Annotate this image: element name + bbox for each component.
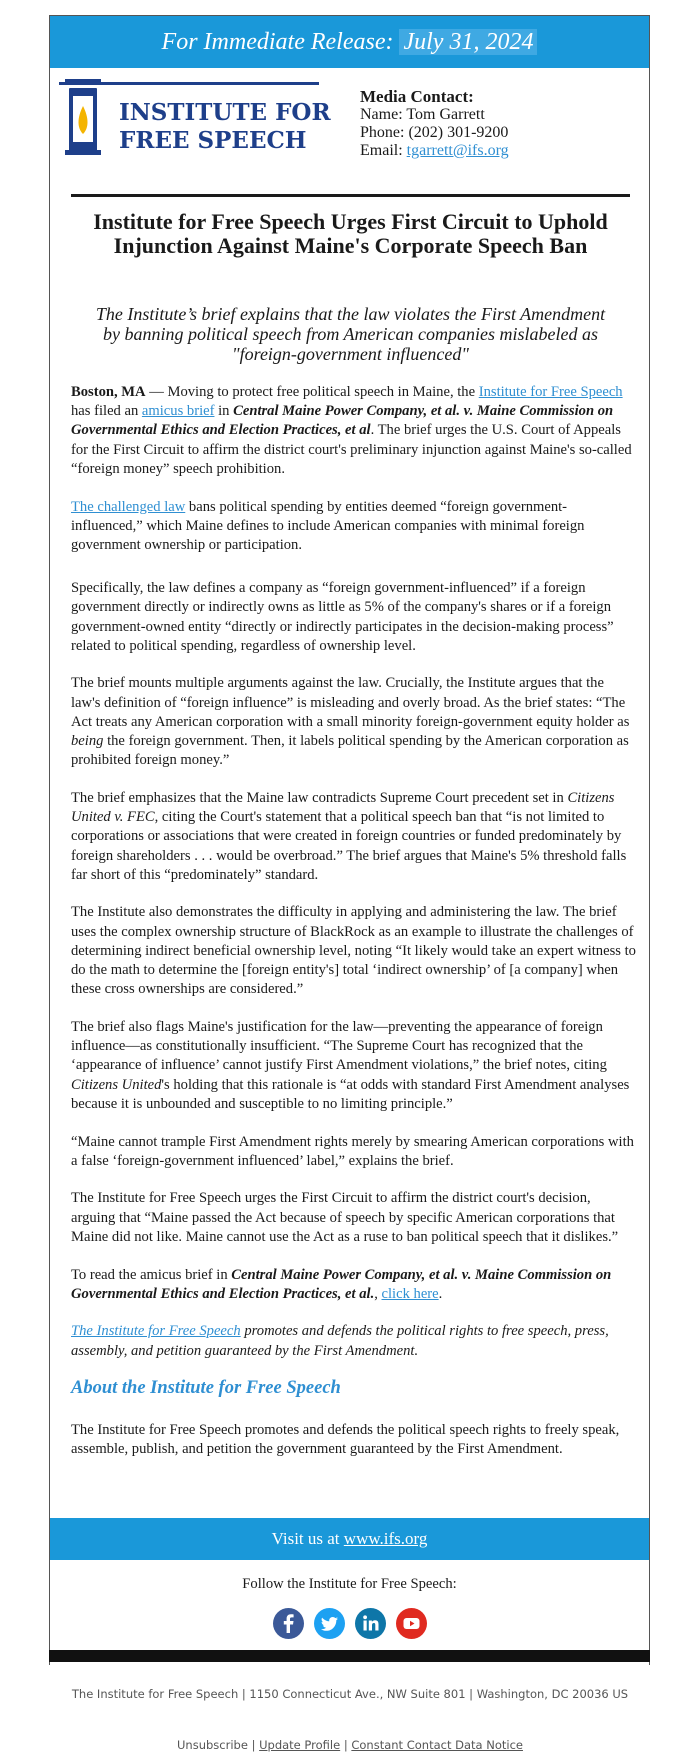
paragraph-4 bbox=[71, 674, 636, 770]
paragraph-8: “Maine cannot trample First Amendment rights merely by smearing American corporations with a false ‘foreign-government influenced’ label,” explains the brief. bbox=[71, 1133, 634, 1169]
paragraph-1 bbox=[71, 383, 636, 479]
text: — Moving to protect free political speech in Maine, the bbox=[145, 384, 479, 400]
twitter-icon[interactable] bbox=[314, 1608, 345, 1639]
media-contact-title: Media Contact: bbox=[360, 87, 474, 106]
case-name: Central Maine Power Company, et al. v. Maine Commission on Governmental Ethics and Election Practices, et al. bbox=[71, 1266, 612, 1302]
case-citation: Citizens United bbox=[71, 1076, 162, 1093]
email-container bbox=[49, 15, 650, 1665]
text: , citing the Court's statement that a political speech ban that “is not limited to corporations or associations that were created in foreign countries or funded predominately by foreign shareholders . . . would be overbroad.” The brief argues that Maine's 5% threshold falls far short of this “predominately” standard. bbox=[71, 809, 627, 883]
divider bbox=[71, 194, 630, 197]
press-release-body bbox=[71, 383, 636, 1477]
about-text: The Institute for Free Speech promotes and defends the political speech rights to freely speak, assemble, publish, and petition the government guaranteed by the First Amendment. bbox=[71, 1421, 620, 1457]
headline: Institute for Free Speech Urges First Circuit to Uphold Injunction Against Maine's Corporate Speech Ban bbox=[93, 209, 608, 258]
click-here-link[interactable]: click here bbox=[381, 1285, 439, 1302]
media-contact-phone: Phone: (202) 301-9200 bbox=[360, 124, 509, 141]
emphasis: being bbox=[71, 733, 104, 750]
text: The brief emphasizes that the Maine law contradicts Supreme Court precedent set in bbox=[71, 789, 568, 806]
paragraph-7 bbox=[71, 1018, 636, 1114]
media-contact bbox=[360, 88, 509, 160]
text: bans political spending by entities deemed “foreign government-influenced,” which Maine defines to include American companies with minimal foreign government ownership or participation. bbox=[71, 498, 585, 553]
separator: | bbox=[247, 1738, 260, 1752]
subheadline: The Institute’s brief explains that the law violates the First Amendment by banning political speech from American companies mislabeled as "foreign-government influenced" bbox=[95, 304, 606, 364]
dateline: Boston, MA bbox=[71, 384, 146, 400]
text: , bbox=[374, 1285, 382, 1302]
institute-logo bbox=[55, 76, 353, 158]
text: To read the amicus brief in bbox=[71, 1266, 232, 1283]
media-contact-name: Name: Tom Garrett bbox=[360, 106, 485, 123]
footer-address: The Institute for Free Speech | 1150 Connecticut Ave., NW Suite 801 | Washington, DC 20036 US bbox=[71, 1687, 629, 1701]
amicus-brief-link[interactable]: amicus brief bbox=[141, 403, 215, 420]
follow-text: Follow the Institute for Free Speech: bbox=[242, 1576, 457, 1592]
paragraph-5 bbox=[71, 789, 636, 885]
text: . The brief urges the U.S. Court of Appeals for the First Circuit to affirm the district court's preliminary injunction against Maine's so-called “foreign money” speech prohibition. bbox=[71, 422, 632, 477]
text: 's holding that this rationale is “at odds with standard First Amendment analyses because it is unbounded and susceptible to no limiting principle.” bbox=[71, 1076, 630, 1112]
lantern-icon bbox=[65, 79, 101, 155]
logo-line1: INSTITUTE FOR bbox=[119, 99, 331, 126]
case-name: Central Maine Power Company, et al. v. Maine Commission on Governmental Ethics and Election Practices, et al bbox=[71, 403, 614, 439]
header bbox=[50, 68, 649, 193]
media-contact-email-row bbox=[360, 142, 509, 160]
case-citation: Citizens United v. FEC bbox=[71, 789, 615, 826]
paragraph-2 bbox=[71, 498, 636, 556]
update-profile-link[interactable]: Update Profile bbox=[259, 1738, 341, 1752]
text: has filed an bbox=[71, 403, 142, 420]
ifs-link[interactable]: Institute for Free Speech bbox=[478, 384, 623, 400]
data-notice-link[interactable]: Constant Contact Data Notice bbox=[351, 1738, 523, 1752]
text: . bbox=[438, 1285, 443, 1302]
paragraph-11 bbox=[71, 1322, 636, 1360]
release-date: July 31, 2024 bbox=[399, 29, 537, 55]
release-banner bbox=[50, 16, 649, 68]
text: The brief also flags Maine's justification for the law—preventing the appearance of foreign influence—as constitutionally insufficient. “The Supreme Court has recognized that the ‘appearance of influence’ cannot justify First Amendment violations,” the brief notes, citing bbox=[71, 1018, 607, 1074]
paragraph-9: The Institute for Free Speech urges the First Circuit to affirm the district court's decision, arguing that “Maine passed the Act because of speech by specific American corporations that Maine did not like. Maine cannot use the Act as a ruse to ban political speech that it dislikes.” bbox=[71, 1190, 619, 1245]
email-bottom-bar bbox=[49, 1650, 650, 1662]
text: promotes and defends the political rights to free speech, press, assembly, and petition guaranteed by the First Amendment. bbox=[71, 1323, 609, 1359]
email-link[interactable]: tgarrett@ifs.org bbox=[406, 142, 509, 159]
challenged-law-link[interactable]: The challenged law bbox=[71, 498, 186, 515]
release-prefix: For Immediate Release: bbox=[161, 29, 394, 55]
about-heading: About the Institute for Free Speech bbox=[71, 1378, 341, 1399]
visit-banner bbox=[50, 1518, 649, 1560]
logo-line2: FREE SPEECH bbox=[119, 127, 307, 154]
footer-links bbox=[60, 1738, 640, 1752]
paragraph-6: The Institute also demonstrates the difficulty in applying and administering the law. The brief uses the complex ownership structure of BlackRock as an example to illustrate the challenges of determining indirect beneficial ownership level, noting “It likely would take an expert witness to do the math to determine the [foreign entity's] total ‘indirect ownership’ of [a company] when these cross ownerships are considered.” bbox=[71, 904, 636, 998]
text: in bbox=[214, 403, 234, 420]
youtube-icon[interactable] bbox=[396, 1608, 427, 1639]
paragraph-3: Specifically, the law defines a company as “foreign government-influenced” if a foreign government directly or indirectly owns as little as 5% of the company's shares or if a foreign government-owned entity “directly or indirectly participates in the decision-making process” related to political spending, regardless of ownership level. bbox=[71, 580, 614, 654]
email-label: Email: bbox=[360, 142, 407, 159]
linkedin-icon[interactable] bbox=[355, 1608, 386, 1639]
website-link[interactable]: www.ifs.org bbox=[343, 1529, 428, 1548]
social-links bbox=[50, 1608, 649, 1639]
visit-prefix: Visit us at bbox=[271, 1529, 344, 1548]
unsubscribe-link[interactable]: Unsubscribe bbox=[177, 1738, 248, 1752]
facebook-icon[interactable] bbox=[273, 1608, 304, 1639]
separator: | bbox=[340, 1738, 352, 1752]
paragraph-10 bbox=[71, 1266, 636, 1304]
text: The brief mounts multiple arguments against the law. Crucially, the Institute argues that the law's definition of “foreign influence” is misleading and overly broad. As the brief states: “The Act treats any American corporation with a small minority foreign-government equity holder as bbox=[71, 675, 630, 730]
text: the foreign government. Then, it labels political spending by the American corporation as prohibited foreign money.” bbox=[71, 733, 629, 769]
ifs-link-italic[interactable]: The Institute for Free Speech bbox=[71, 1323, 241, 1340]
